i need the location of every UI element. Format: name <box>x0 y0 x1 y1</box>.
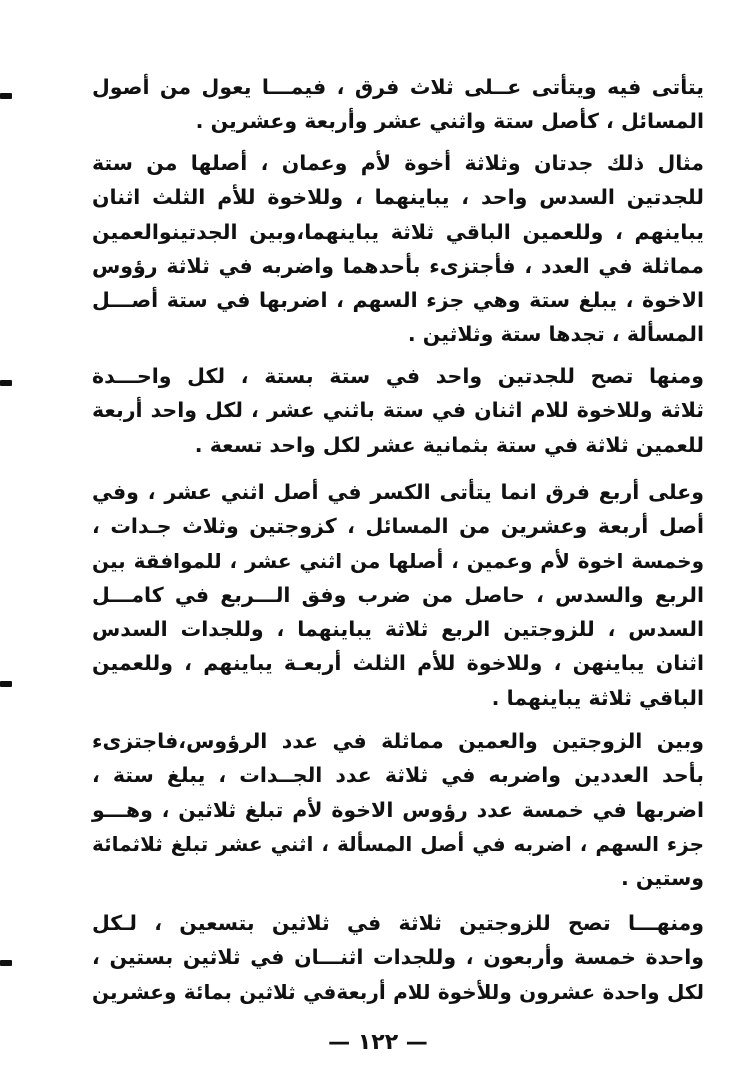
page-number: — ١٢٢ — <box>328 1030 428 1055</box>
text-line: الربع والسدس ، حاصل من ضرب وفق الـــربع في كامـــل <box>92 582 704 607</box>
text-line: وستين . <box>620 866 704 891</box>
text-line: بأحد العددين واضربه في ثلاثة عدد الجــدات ، يبلغ ستة ، <box>92 763 704 788</box>
paragraph-5 <box>92 724 704 895</box>
text-line: الباقي ثلاثة يباينهما . <box>491 685 704 710</box>
text-line: الاخوة ، يبلغ ستة وهي جزء السهم ، اضربها في ستة أصـــل <box>92 288 704 313</box>
paragraph-2 <box>92 146 704 352</box>
text-line: وخمسة اخوة لأم وعمين ، أصلها من اثني عشر ، للموافقة بين <box>92 548 704 573</box>
text-line: ومنهـــا تصح للزوجتين ثلاثة في ثلاثين بتسعين ، لـكل <box>92 911 704 935</box>
text-line: وبين الزوجتين والعمين مماثلة في عدد الرؤوس،فاجتزىء <box>92 729 704 753</box>
paragraph-3 <box>92 359 704 462</box>
text-line: يباينهم ، وللعمين الباقي ثلاثة يباينهما،وبين الجدتينوالعمين <box>92 219 704 244</box>
text-line: يتأتى فيه ويتأتى عــلى ثلاث فرق ، فيمـــا يعول من أصول <box>92 75 704 99</box>
text-line: للعمين ثلاثة في ستة بثمانية عشر لكل واحد تسعة . <box>194 432 704 457</box>
text-line: المسائل ، كأصل ستة واثني عشر وأربعة وعشرين . <box>195 109 704 134</box>
text-line: واحدة خمسة وأربعون ، وللجدات اثنـــان في ثلاثين بستين ، <box>92 945 704 970</box>
margin-mark <box>0 960 12 966</box>
text-line: للجدتين السدس واحد ، يباينهما ، وللاخوة للأم الثلث اثنان <box>92 185 704 210</box>
text-line: اثنان يباينهن ، وللاخوة للأم الثلث أربعـة يباينهم ، وللعمين <box>92 651 704 676</box>
paragraph-6 <box>92 906 704 1009</box>
text-line: جزء السهم ، اضربه في أصل المسألة ، اثني عشر تبلغ ثلاثمائة <box>92 831 704 856</box>
margin-mark <box>0 681 12 687</box>
text-line: ثلاثة وللاخوة للام اثنان في ستة باثني عشر ، لكل واحد أربعة <box>92 398 704 423</box>
text-line: السدس ، للزوجتين الربع ثلاثة يباينهما ، وللجدات السدس <box>92 617 704 642</box>
margin-mark <box>0 380 12 386</box>
paragraph-4 <box>92 475 704 715</box>
text-line: اضربها في خمسة عدد رؤوس الاخوة لأم تبلغ ثلاثين ، وهـــو <box>92 797 704 822</box>
text-line: ومنها تصح للجدتين واحد في ستة بستة ، لكل واحـــدة <box>92 364 704 388</box>
text-line: أصل أربعة وعشرين من المسائل ، كزوجتين وثلاث جـدات ، <box>92 514 704 539</box>
text-line: المسألة ، تجدها ستة وثلاثين . <box>407 322 704 347</box>
text-line: لكل واحدة عشرون وللأخوة للام أربعةفي ثلاثين بمائة وعشرين <box>92 979 704 1004</box>
text-line: وعلى أربع فرق انما يتأتى الكسر في أصل اثني عشر ، وفي <box>92 480 704 504</box>
paragraph-1 <box>92 70 704 139</box>
text-line: مماثلة في العدد ، فأجتزىء بأحدهما واضربه في ثلاثة رؤوس <box>92 253 704 278</box>
text-line: مثال ذلك جدتان وثلاثة أخوة لأم وعمان ، أصلها من ستة <box>92 151 704 175</box>
margin-mark <box>0 93 12 99</box>
